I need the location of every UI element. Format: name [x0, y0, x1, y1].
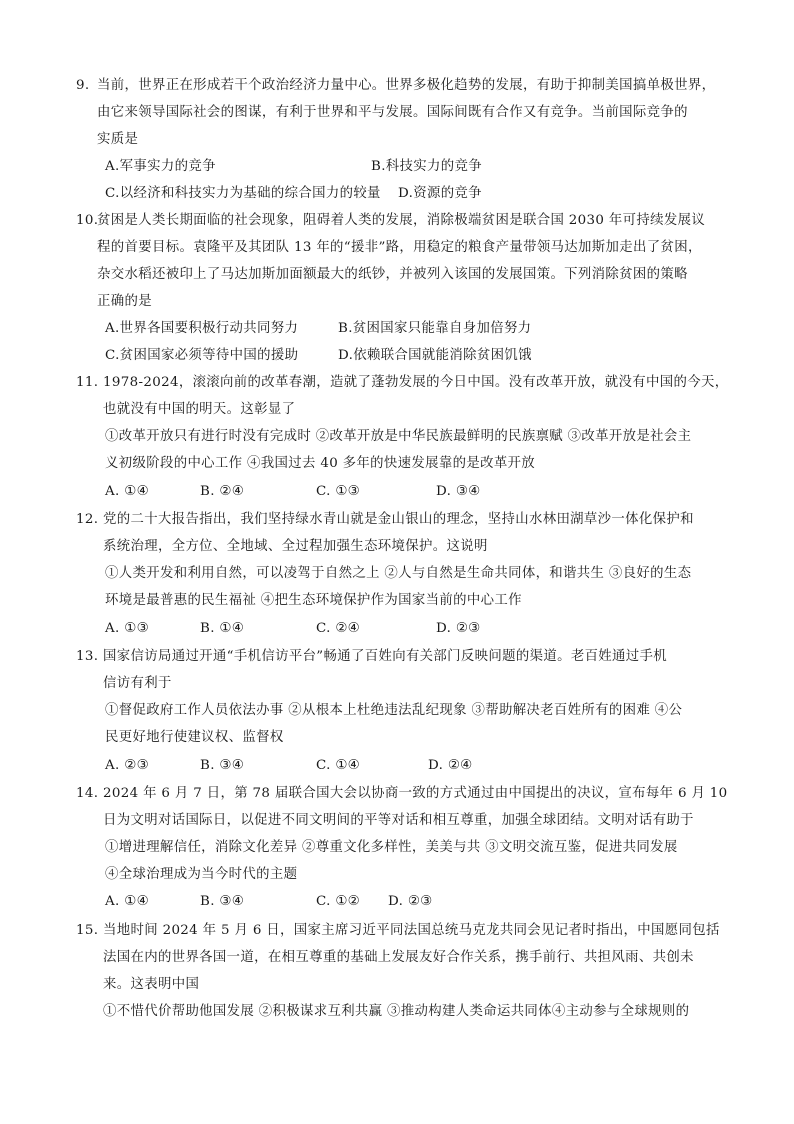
- question-stem-line: 国家信访局通过开通“手机信访平台”畅通了百姓向有关部门反映问题的渠道。老百姓通过手机: [103, 649, 668, 664]
- statement-line: ④全球治理成为当今时代的主题: [105, 867, 298, 882]
- option-a: A.世界各国要积极行动共同努力: [105, 321, 299, 336]
- question-number: 10.: [76, 213, 99, 228]
- question-stem-line: 系统治理，全方位、全地域、全过程加强生态环境保护。这说明: [103, 539, 488, 554]
- option-a: A. ①④: [105, 894, 149, 909]
- option-c: C. ①③: [316, 484, 361, 499]
- statement-line: 义初级阶段的中心工作 ④我国过去 40 多年的快速发展靠的是改革开放: [105, 456, 536, 471]
- option-c: C.以经济和科技实力为基础的综合国力的较量: [105, 186, 381, 201]
- question-number: 12.: [76, 512, 99, 527]
- question-number: 13.: [76, 649, 99, 664]
- statement-line: ①督促政府工作人员依法办事 ②从根本上杜绝违法乱纪现象 ③帮助解决老百姓所有的困难 ④公: [105, 703, 683, 718]
- option-d: D. ②③: [436, 621, 481, 636]
- option-b: B.科技实力的竞争: [371, 159, 482, 174]
- option-a: A. ①④: [105, 484, 149, 499]
- option-c: C.贫困国家必须等待中国的援助: [105, 348, 299, 363]
- statement-line: 环境是最普惠的民生福祉 ④把生态环境保护作为国家当前的中心工作: [105, 593, 522, 608]
- question-number: 9.: [76, 78, 90, 93]
- question-stem-line: 当地时间 2024 年 5 月 6 日，国家主席习近平同法国总统马克龙共同会见记者时指出，中国愿同包括: [103, 923, 720, 938]
- question-stem-line: 2024 年 6 月 7 日，第 78 届联合国大会以协商一致的方式通过由中国提出的决议，宣布每年 6 月 10: [103, 786, 728, 801]
- question-stem-line: 信访有利于: [103, 676, 172, 691]
- question-number: 14.: [76, 786, 99, 801]
- question-stem-line: 法国在内的世界各国一道，在相互尊重的基础上发展友好合作关系，携手前行、共担风雨、共创未: [103, 950, 694, 965]
- question-stem-line: 实质是: [97, 132, 139, 147]
- option-d: D.依赖联合国就能消除贫困饥饿: [338, 348, 532, 363]
- question-stem-line: 也就没有中国的明天。这彰显了: [103, 402, 296, 417]
- question-stem-line: 程的首要目标。袁隆平及其团队 13 年的“援非”路，用稳定的粮食产量带领马达加斯加走出了贫困，: [97, 240, 702, 255]
- statement-line: ①改革开放只有进行时没有完成时 ②改革开放是中华民族最鲜明的民族禀赋 ③改革开放是社会主: [105, 429, 692, 444]
- question-stem-line: 党的二十大报告指出，我们坚持绿水青山就是金山银山的理念，坚持山水林田湖草沙一体化保护和: [103, 512, 694, 527]
- option-b: B. ③④: [200, 894, 245, 909]
- option-a: A. ①③: [105, 621, 149, 636]
- question-stem-line: 来。这表明中国: [103, 977, 200, 992]
- question-stem-line: 日为文明对话国际日，以促进不同文明间的平等对话和相互尊重，加强全球团结。文明对话有助于: [103, 813, 694, 828]
- option-b: B. ③④: [200, 758, 245, 773]
- question-stem-line: 当前，世界正在形成若干个政治经济力量中心。世界多极化趋势的发展，有助于抑制美国搞单极世界，: [97, 78, 716, 93]
- option-b: B. ①④: [200, 621, 245, 636]
- question-stem-line: 由它来领导国际社会的图谋，有利于世界和平与发展。国际间既有合作又有竞争。当前国际竞争的: [97, 105, 688, 120]
- question-stem-line: 贫困是人类长期面临的社会现象，阻碍着人类的发展，消除极端贫困是联合国 2030 年可持续发展议: [97, 213, 706, 228]
- statement-line: ①增进理解信任，消除文化差异 ②尊重文化多样性，美美与共 ③文明交流互鉴，促进共同发展: [105, 840, 678, 855]
- statement-line: ①人类开发和利用自然，可以凌驾于自然之上 ②人与自然是生命共同体，和谐共生 ③良好的生态: [105, 566, 692, 581]
- option-d: D. ②③: [388, 894, 433, 909]
- question-stem-line: 1978-2024，滚滚向前的改革春潮，造就了蓬勃发展的今日中国。没有改革开放，就没有中国的今天，: [103, 375, 729, 390]
- question-stem-line: 杂交水稻还被印上了马达加斯加面额最大的纸钞，并被列入该国的发展国策。下列消除贫困的策略: [97, 267, 688, 282]
- option-a: A. ②③: [105, 758, 149, 773]
- option-d: D. ②④: [428, 758, 473, 773]
- option-d: D.资源的竞争: [398, 186, 482, 201]
- statement-line: ①不惜代价帮助他国发展 ②积极谋求互利共赢 ③推动构建人类命运共同体④主动参与全球规则的: [103, 1004, 690, 1019]
- question-number: 15.: [76, 923, 99, 938]
- option-d: D. ③④: [436, 484, 481, 499]
- question-stem-line: 正确的是: [97, 294, 152, 309]
- statement-line: 民更好地行使建议权、监督权: [105, 730, 284, 745]
- option-c: C. ①④: [316, 758, 361, 773]
- option-a: A.军事实力的竞争: [105, 159, 216, 174]
- option-c: C. ①②: [316, 894, 361, 909]
- option-b: B. ②④: [200, 484, 245, 499]
- option-c: C. ②④: [316, 621, 361, 636]
- question-number: 11.: [76, 375, 99, 390]
- option-b: B.贫困国家只能靠自身加倍努力: [338, 321, 532, 336]
